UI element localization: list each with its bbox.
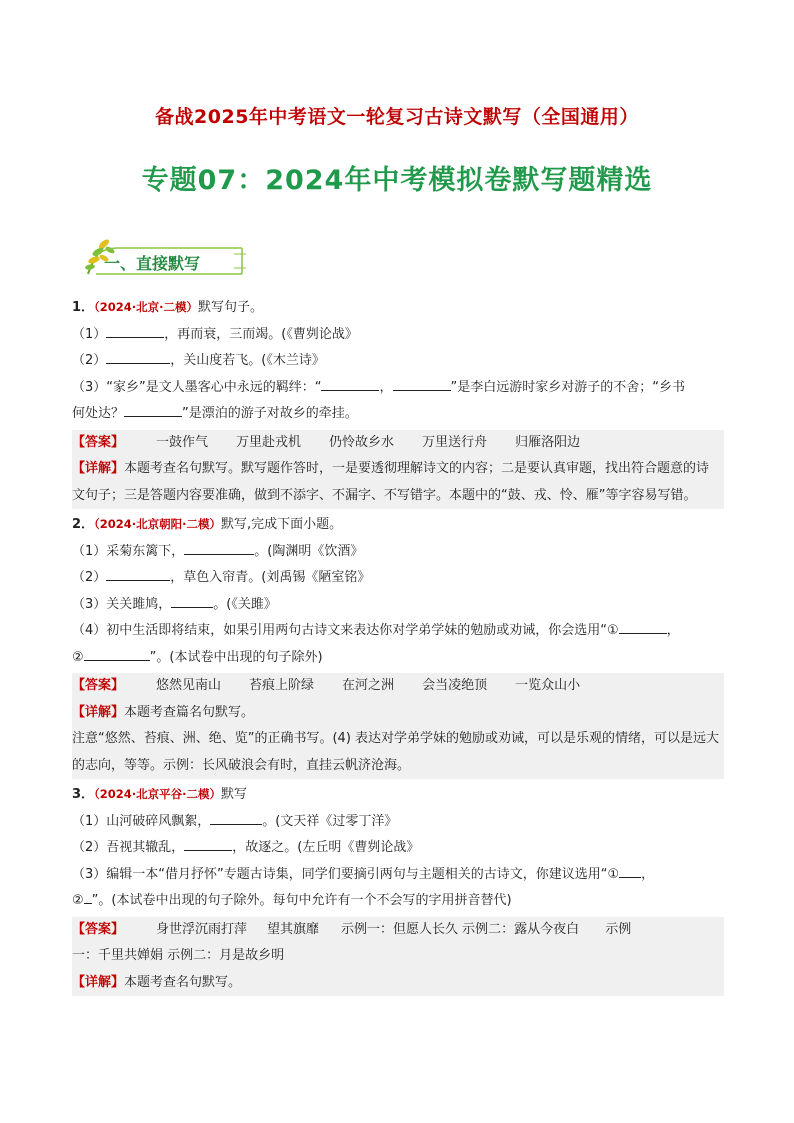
detail-line (72, 970, 720, 997)
text: （2） (72, 353, 107, 368)
answer-item: 万里赴戎机 (236, 434, 302, 450)
question-source: （2024·北京·二模） (94, 300, 199, 314)
answer-item: 归雁洛阳边 (515, 434, 581, 450)
document-title: 备战2025年中考语文一轮复习古诗文默写（全国通用） (155, 106, 639, 128)
section-header (74, 234, 249, 278)
detail-line (72, 456, 720, 509)
question-line (72, 565, 724, 592)
answer-blank (210, 809, 262, 825)
text: ，再而衰，三而竭。(《曹刿论战》 (164, 326, 358, 342)
answer-tag: 【答案】 (72, 434, 125, 450)
questions (72, 294, 724, 998)
question-number: 3． (72, 787, 95, 802)
question-line (72, 645, 724, 672)
text: 。(文天祥《过零丁洋》 (262, 813, 398, 829)
question-line (72, 618, 724, 645)
answer-line (72, 917, 720, 944)
text: （3）“家乡”是文人墨客心中永远的羁绊：“ (72, 379, 322, 395)
answer-item: 一览众山小 (515, 678, 581, 693)
question-stem: 默写句子。 (198, 300, 264, 315)
text: （4）初中生活即将结束，如果引用两句古诗文来表达你对学弟学妹的勉励或劝诫，你会选用“① (72, 623, 619, 638)
question-line (72, 888, 724, 915)
text: （1）山河破碎风飘絮， (72, 813, 211, 829)
text: ，草色入帘青。(刘禹锡《陋室铭》 (170, 570, 371, 585)
text: （2） (72, 570, 107, 585)
topic-title: 专题07：2024年中考模拟卷默写题精选 (141, 165, 653, 196)
answer-blank (619, 618, 667, 634)
text: ”是漂泊的游子对故乡的牵挂。 (182, 406, 358, 421)
question-source: （2024·北京平谷·二模） (94, 787, 222, 801)
answer-line (72, 430, 720, 457)
answer-blank (124, 401, 182, 417)
text: ， (641, 866, 655, 882)
detail-text: 本题考查名句默写。默写题作答时，一是要透彻理解诗文的内容；二是要认真审题，找出符合题意的诗文句子；三是答题内容要准确，做到不添字、不漏字、不写错字。本题中的“鼓、戎、怜、雁”等字容易写错。 (72, 461, 710, 503)
answer-blank (184, 539, 254, 555)
text: （1） (72, 326, 107, 342)
answer-line (72, 673, 720, 700)
text: ，关山度若飞。(《木兰诗》 (170, 353, 325, 368)
answer-blank (171, 592, 213, 608)
answer-item: 万里送行舟 (422, 434, 488, 450)
question-line (72, 401, 724, 428)
text: ② (72, 893, 84, 908)
answer-blank (321, 375, 379, 391)
detail-text: 注意“悠然、苔痕、洲、绝、览”的正确书写。(4) 表达对学弟学妹的勉励或劝诫，可以是乐观的情绪，可以是远大的志向，等等。示例：长风破浪会有时，直挂云帆济沧海。 (72, 731, 720, 773)
detail-tag: 【详解】 (72, 974, 125, 990)
question-number: 1． (72, 300, 95, 315)
question-line (72, 835, 724, 862)
detail-text: 本题考查名句默写。 (124, 974, 242, 990)
answer-blank (393, 375, 451, 391)
answer-blank (184, 835, 232, 851)
detail-tag: 【详解】 (72, 704, 125, 720)
text: 。(陶渊明《饮酒》 (254, 543, 364, 559)
question-line (72, 809, 724, 836)
text: （3）编辑一本“借月抒怀”专题古诗集，同学们要摘引两句与主题相关的古诗文，你建议选用“① (72, 866, 620, 882)
text: （1）采菊东篱下， (72, 543, 185, 559)
answer-blank (106, 348, 170, 364)
answer-block (72, 917, 724, 997)
question-line (72, 862, 724, 889)
question-2-header (72, 511, 724, 539)
question-stem: 默写 (221, 787, 248, 802)
question-line (72, 348, 724, 375)
question-line (72, 592, 724, 619)
text: ，故逐之。(左丘明《曹刿论战》 (232, 840, 420, 855)
text: ， (379, 379, 393, 395)
answer-item: 身世浮沉雨打萍 (156, 921, 248, 937)
answer-blank (619, 862, 641, 878)
question-3-header (72, 781, 724, 809)
answer-block (72, 673, 724, 779)
answer-block (72, 430, 724, 510)
answer-item: 望其旗靡 (267, 921, 320, 937)
text: （2）吾视其辙乱， (72, 840, 185, 855)
answer-blank (106, 322, 164, 338)
answer-item: 示例 (605, 921, 632, 937)
text: ② (72, 649, 84, 665)
text: ， (666, 623, 680, 638)
answer-blank (106, 565, 170, 581)
detail-tag: 【详解】 (72, 461, 125, 476)
question-stem: 默写,完成下面小题。 (221, 517, 343, 532)
answer-item: 会当凌绝顶 (422, 678, 488, 693)
question-number: 2． (72, 517, 95, 532)
question-1-header (72, 294, 724, 322)
text: 何处达？ (72, 406, 125, 421)
question-line (72, 539, 724, 566)
question-line (72, 375, 724, 402)
detail-line (72, 700, 720, 727)
answer-item: 仍怜故乡水 (329, 434, 395, 450)
detail-text: 本题考查篇名句默写。 (124, 704, 255, 720)
answer-line (72, 943, 720, 970)
answer-blank (84, 645, 150, 661)
question-source: （2024·北京朝阳·二模） (94, 517, 222, 531)
answer-item: 示例一：但愿人长久 示例二：露从今夜白 (341, 921, 580, 937)
answer-blank (84, 888, 92, 904)
text: ”。(本试卷中出现的句子除外。每句中允许有一个不会写的字用拼音替代) (91, 893, 512, 908)
answer-item: 一鼓作气 (156, 434, 209, 450)
text: ”是李白远游时家乡对游子的不舍；“乡书 (450, 379, 685, 395)
answer-item: 在河之洲 (342, 678, 395, 693)
answer-item: 悠然见南山 (156, 678, 222, 693)
text: ”。(本试卷中出现的句子除外) (149, 649, 323, 665)
answer-tag: 【答案】 (72, 921, 125, 937)
text: 。(《关雎》 (213, 596, 277, 612)
answer-tag: 【答案】 (72, 678, 125, 693)
answer-item: 苔痕上阶绿 (249, 678, 315, 693)
answer-item: 一：千里共婵娟 示例二：月是故乡明 (72, 948, 285, 963)
question-line (72, 322, 724, 349)
section-label: 一、直接默写 (104, 254, 201, 273)
detail-line (72, 726, 720, 779)
text: （3）关关雎鸠， (72, 596, 172, 612)
